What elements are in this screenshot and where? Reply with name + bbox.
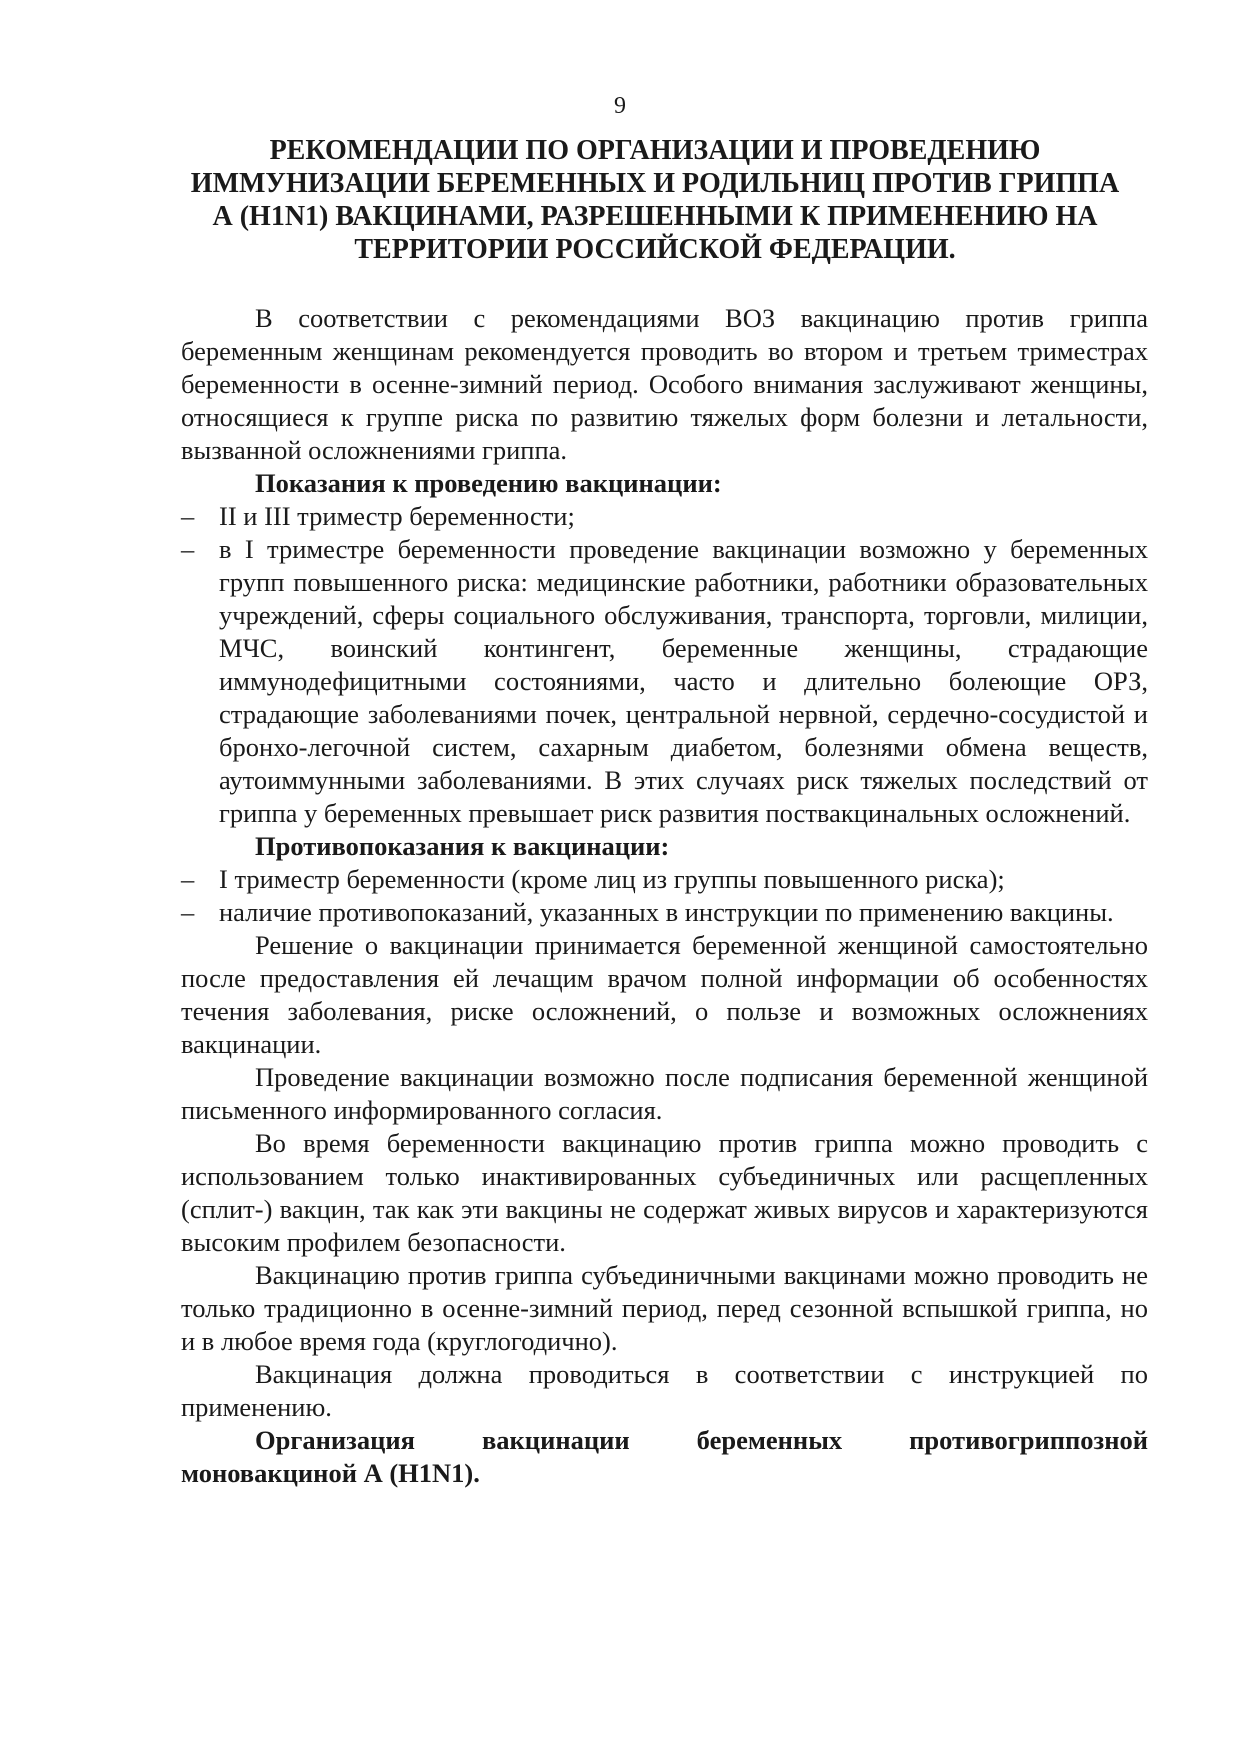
list-item-text: наличие противопоказаний, указанных в инструкции по применению вакцины. bbox=[219, 897, 1114, 927]
dash-bullet: – bbox=[181, 897, 195, 927]
page-number: 9 bbox=[614, 93, 626, 119]
list-item bbox=[181, 533, 1148, 830]
consent-paragraph: Проведение вакцинации возможно после подписания беременной женщиной письменного информированного согласия. bbox=[181, 1062, 1148, 1125]
year-round-paragraph: Вакцинацию против гриппа субъединичными вакцинами можно проводить не только традиционно в осенне-зимний период, перед сезонной вспышкой гриппа, но и в любое время года (круглогодично). bbox=[181, 1260, 1148, 1356]
indications-heading: Показания к проведению вакцинации: bbox=[255, 468, 722, 498]
instruction-paragraph: Вакцинация должна проводиться в соответствии с инструкцией по применению. bbox=[181, 1359, 1148, 1422]
list-item bbox=[181, 863, 1148, 896]
indications-list bbox=[181, 500, 1148, 830]
contraindications-list bbox=[181, 863, 1148, 929]
vaccine-types-paragraph: Во время беременности вакцинацию против гриппа можно проводить с использованием только инактивированных субъединичных или расщепленных (сплит-) вакцин, так как эти вакцины не содержат живых вирусов и характеризуются высоким профилем безопасности. bbox=[181, 1128, 1148, 1257]
document-body bbox=[181, 302, 1148, 1490]
organization-heading: Организация вакцинации беременных противогриппозной моновакциной А (H1N1). bbox=[181, 1425, 1148, 1488]
intro-paragraph: В соответствии с рекомендациями ВОЗ вакцинацию против гриппа беременным женщинам рекомендуется проводить во втором и третьем триместрах беременности в осенне-зимний период. Особого внимания заслуживают женщины, относящиеся к группе риска по развитию тяжелых форм болезни и летальности, вызванной осложнениями гриппа. bbox=[181, 303, 1148, 465]
list-item-text: I триместр беременности (кроме лиц из группы повышенного риска); bbox=[219, 864, 1005, 894]
document-title: РЕКОМЕНДАЦИИ ПО ОРГАНИЗАЦИИ И ПРОВЕДЕНИЮ ИММУНИЗАЦИИ БЕРЕМЕННЫХ И РОДИЛЬНИЦ ПРОТИВ ГРИППА А (H1N1) ВАКЦИНАМИ, РАЗРЕШЕННЫМИ К ПРИМЕНЕНИЮ НА ТЕРРИТОРИИ РОССИЙСКОЙ ФЕДЕРАЦИИ. bbox=[190, 135, 1120, 265]
contraindications-heading: Противопоказания к вакцинации: bbox=[255, 831, 670, 861]
list-item bbox=[181, 500, 1148, 533]
list-item-text: II и III триместр беременности; bbox=[219, 501, 575, 531]
dash-bullet: – bbox=[181, 501, 195, 531]
dash-bullet: – bbox=[181, 864, 195, 894]
list-item-text: в I триместре беременности проведение вакцинации возможно у беременных групп повышенного риска: медицинские работники, работники образовательных учреждений, сферы социального обслуживания, транспорта, торговли, милиции, МЧС, воинский контингент, беременные женщины, страдающие иммунодефицитными состояниями, часто и длительно болеющие ОРЗ, страдающие заболеваниями почек, центральной нервной, сердечно-сосудистой и бронхо-легочной систем, сахарным диабетом, болезнями обмена веществ, аутоиммунными заболеваниями. В этих случаях риск тяжелых последствий от гриппа у беременных превышает риск развития поствакцинальных осложнений. bbox=[219, 534, 1148, 828]
decision-paragraph: Решение о вакцинации принимается беременной женщиной самостоятельно после предоставления ей лечащим врачом полной информации об особенностях течения заболевания, риске осложнений, о пользе и возможных осложнениях вакцинации. bbox=[181, 930, 1148, 1059]
list-item bbox=[181, 896, 1148, 929]
dash-bullet: – bbox=[181, 534, 195, 564]
